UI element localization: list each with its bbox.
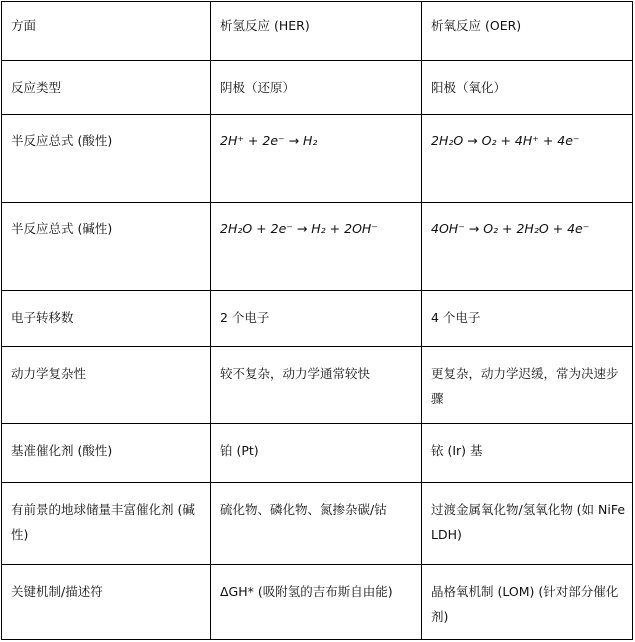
table-row bbox=[2, 203, 633, 290]
row-oer: 4 个电子 bbox=[422, 290, 633, 347]
row-oer: 阳极（氧化） bbox=[422, 60, 633, 114]
comparison-table bbox=[1, 1, 633, 640]
header-oer: 析氧反应 (OER) bbox=[422, 2, 633, 61]
table-row bbox=[2, 114, 633, 202]
row-oer: 铱 (Ir) 基 bbox=[422, 424, 633, 483]
row-oer: 晶格氧机制 (LOM) (针对部分催化剂) bbox=[422, 564, 633, 639]
row-her: 2H₂O + 2e⁻ → H₂ + 2OH⁻ bbox=[211, 203, 422, 290]
row-aspect: 半反应总式 (碱性) bbox=[2, 203, 211, 290]
header-aspect: 方面 bbox=[2, 2, 211, 61]
table-row bbox=[2, 60, 633, 114]
row-aspect: 有前景的地球储量丰富催化剂 (碱性) bbox=[2, 482, 211, 564]
row-her: ΔGH* (吸附氢的吉布斯自由能) bbox=[211, 564, 422, 639]
row-her: 较不复杂，动力学通常较快 bbox=[211, 347, 422, 424]
row-her: 硫化物、磷化物、氮掺杂碳/钴 bbox=[211, 482, 422, 564]
table-row bbox=[2, 424, 633, 483]
table-row bbox=[2, 482, 633, 564]
row-oer: 2H₂O → O₂ + 4H⁺ + 4e⁻ bbox=[422, 114, 633, 202]
table-header-row bbox=[2, 2, 633, 61]
row-her: 2 个电子 bbox=[211, 290, 422, 347]
row-aspect: 关键机制/描述符 bbox=[2, 564, 211, 639]
row-aspect: 电子转移数 bbox=[2, 290, 211, 347]
table-row bbox=[2, 564, 633, 639]
row-oer: 4OH⁻ → O₂ + 2H₂O + 4e⁻ bbox=[422, 203, 633, 290]
row-aspect: 动力学复杂性 bbox=[2, 347, 211, 424]
row-oer: 更复杂，动力学迟缓，常为决速步骤 bbox=[422, 347, 633, 424]
header-her: 析氢反应 (HER) bbox=[211, 2, 422, 61]
table-row bbox=[2, 290, 633, 347]
row-aspect: 半反应总式 (酸性) bbox=[2, 114, 211, 202]
row-oer: 过渡金属氧化物/氢氧化物 (如 NiFe LDH) bbox=[422, 482, 633, 564]
row-her: 阴极（还原） bbox=[211, 60, 422, 114]
row-her: 2H⁺ + 2e⁻ → H₂ bbox=[211, 114, 422, 202]
row-aspect: 反应类型 bbox=[2, 60, 211, 114]
table-row bbox=[2, 347, 633, 424]
row-her: 铂 (Pt) bbox=[211, 424, 422, 483]
row-aspect: 基准催化剂 (酸性) bbox=[2, 424, 211, 483]
